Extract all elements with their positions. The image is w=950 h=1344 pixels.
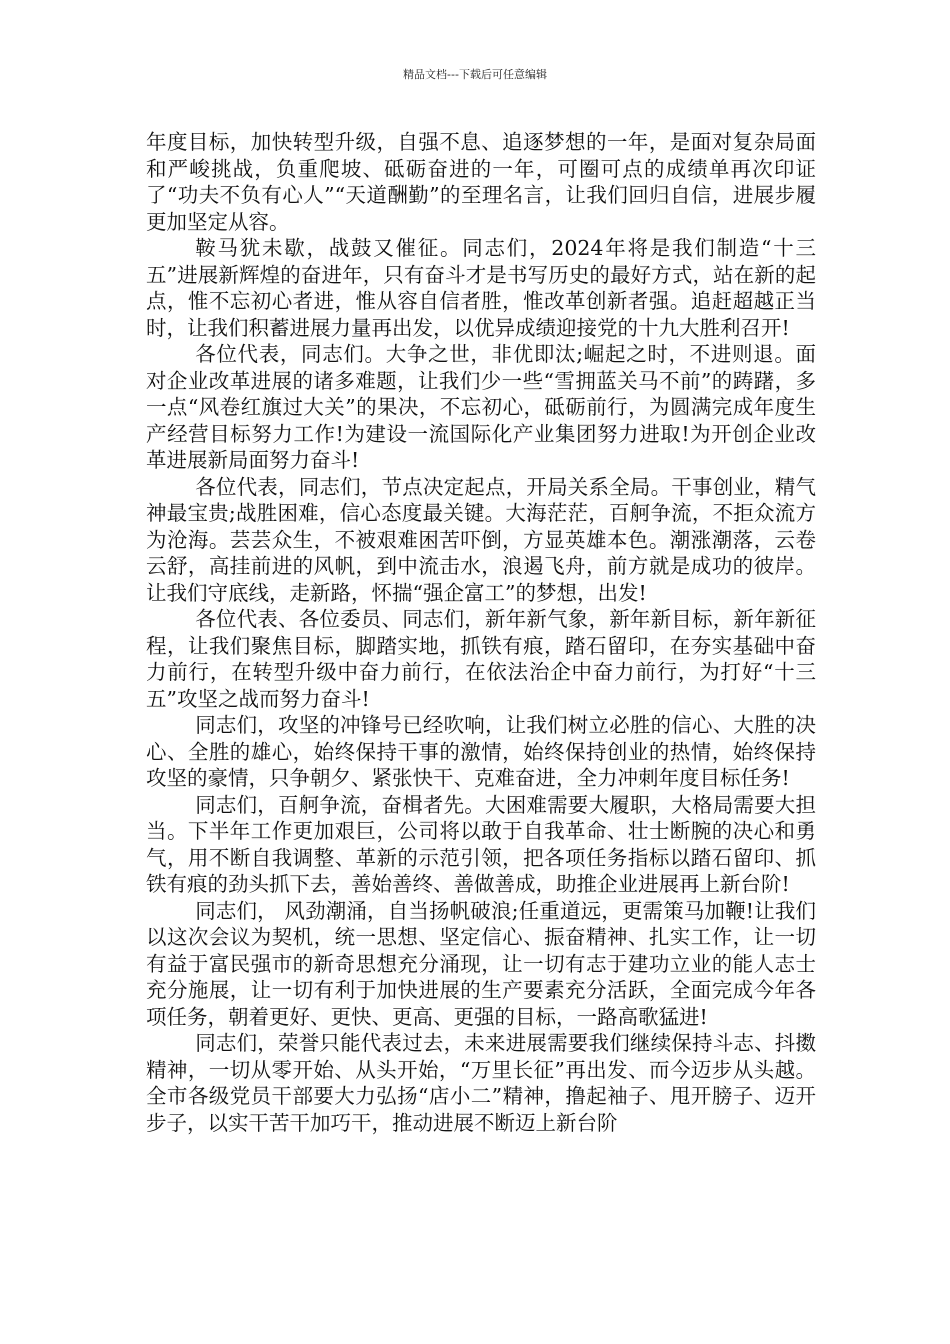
- paragraph: 各位代表、各位委员、同志们，新年新气象，新年新目标，新年新征程，让我们聚焦目标，脚踏实地，抓铁有痕，踏石留印，在夯实基础中奋力前行，在转型升级中奋力前行，在依法治企中奋力前行，为打好“十三五”攻坚之战而努力奋斗!: [146, 607, 816, 711]
- paragraph: 同志们，荣誉只能代表过去，未来进展需要我们继续保持斗志、抖擞精神，一切从零开始、从头开始，“万里长征”再出发、而今迈步从头越。全市各级党员干部要大力弘扬“店小二”精神，撸起袖子、甩开膀子、迈开步子，以实干苦干加巧干，推动进展不断迈上新台阶: [146, 1031, 816, 1135]
- paragraph: 各位代表，同志们，节点决定起点，开局关系全局。干事创业，精气神最宝贵;战胜困难，信心态度最关键。大海茫茫，百舸争流，不拒众流方为沧海。芸芸众生，不被艰难困苦吓倒，方显英雄本色。潮涨潮落，云卷云舒，高挂前进的风帆，到中流击水，浪遏飞舟，前方就是成功的彼岸。让我们守底线，走新路，怀揣“强企富工”的梦想，出发!: [146, 474, 816, 605]
- paragraph: 同志们，百舸争流，奋楫者先。大困难需要大履职，大格局需要大担当。下半年工作更加艰巨，公司将以敢于自我革命、壮士断腕的决心和勇气，用不断自我调整、革新的示范引领，把各项任务指标以踏石留印、抓铁有痕的劲头抓下去，善始善终、善做善成，助推企业进展再上新台阶!: [146, 792, 816, 896]
- document-body: [146, 129, 816, 1136]
- page-header: 精品文档---下载后可任意编辑: [403, 68, 547, 81]
- paragraph: 年度目标，加快转型升级，自强不息、追逐梦想的一年，是面对复杂局面和严峻挑战，负重爬坡、砥砺奋进的一年，可圈可点的成绩单再次印证了“功夫不负有心人”“天道酬勤”的至理名言，让我们回归自信，进展步履更加坚定从容。: [146, 130, 816, 234]
- paragraph: 同志们，攻坚的冲锋号已经吹响，让我们树立必胜的信心、大胜的决心、全胜的雄心，始终保持干事的激情，始终保持创业的热情，始终保持攻坚的豪情，只争朝夕、紧张快干、克难奋进，全力冲刺年度目标任务!: [146, 713, 816, 790]
- paragraph: 鞍马犹未歇，战鼓又催征。同志们，2024年将是我们制造“十三五”进展新辉煌的奋进年，只有奋斗才是书写历史的最好方式，站在新的起点，惟不忘初心者进，惟从容自信者胜，惟改革创新者强。追赶超越正当时，让我们积蓄进展力量再出发，以优异成绩迎接党的十九大胜利召开!: [146, 236, 816, 340]
- paragraph: 各位代表，同志们。大争之世，非优即汰;崛起之时，不进则退。面对企业改革进展的诸多难题，让我们少一些“雪拥蓝关马不前”的踌躇，多一点“风卷红旗过大关”的果决，不忘初心，砥砺前行，为圆满完成年度生产经营目标努力工作!为建设一流国际化产业集团努力进取!为开创企业改革进展新局面努力奋斗!: [146, 342, 816, 472]
- paragraph: 同志们， 风劲潮涌，自当扬帆破浪;任重道远，更需策马加鞭!让我们以这次会议为契机，统一思想、坚定信心、振奋精神、扎实工作，让一切有益于富民强市的新奇思想充分涌现，让一切有志于建功立业的能人志士充分施展，让一切有利于加快进展的生产要素充分活跃，全面完成今年各项任务，朝着更好、更快、更高、更强的目标，一路高歌猛进!: [146, 898, 816, 1029]
